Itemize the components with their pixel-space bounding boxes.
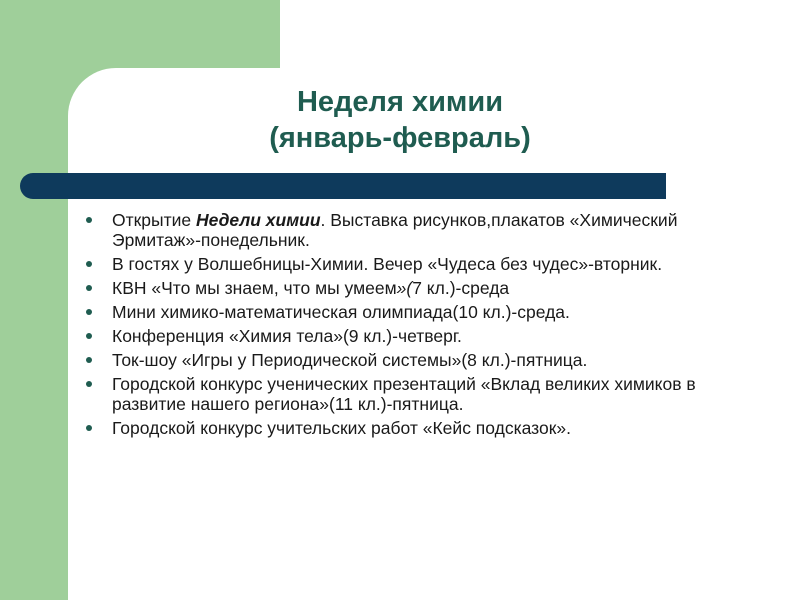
bullet-text: В гостях у Волшебницы-Химии. Вечер «Чудеса без чудес»-вторник. bbox=[112, 254, 663, 274]
list-item bbox=[86, 210, 736, 250]
list-item bbox=[86, 278, 736, 298]
bullet-text: Городской конкурс ученических презентаций «Вклад великих химиков в развитие нашего региона»(11 кл.)-пятница. bbox=[112, 374, 696, 414]
bullet-icon bbox=[86, 261, 92, 267]
bullet-italic: »( bbox=[396, 278, 413, 298]
bullet-icon bbox=[86, 217, 92, 223]
list-item bbox=[86, 254, 736, 274]
list-item bbox=[86, 374, 736, 414]
list-item bbox=[86, 418, 736, 438]
bullet-emphasis: Недели химии bbox=[195, 210, 321, 230]
bullet-text: Конференция «Химия тела»(9 кл.)-четверг. bbox=[112, 326, 462, 346]
bullet-icon bbox=[86, 425, 92, 431]
bullet-text: Ток-шоу «Игры у Периодической системы»(8 кл.)-пятница. bbox=[112, 350, 588, 370]
bullet-icon bbox=[86, 285, 92, 291]
bullet-text: Городской конкурс учительских работ «Кейс подсказок». bbox=[112, 418, 571, 438]
bullet-list bbox=[86, 210, 736, 442]
title-line-2: (январь-февраль) bbox=[269, 122, 531, 154]
bullet-icon bbox=[86, 309, 92, 315]
list-item bbox=[86, 326, 736, 346]
title-line-1: Неделя химии bbox=[296, 86, 504, 118]
bullet-icon bbox=[86, 333, 92, 339]
bullet-text: КВН «Что мы знаем, что мы умеем bbox=[112, 278, 397, 298]
slide-title bbox=[68, 84, 732, 156]
bullet-text: Мини химико-математическая олимпиада(10 кл.)-среда. bbox=[112, 302, 570, 322]
bullet-text: Открытие bbox=[112, 210, 196, 230]
bullet-text: . Выставка рисунков,плакатов «Химический Эрмитаж»-понедельник. bbox=[112, 210, 678, 250]
divider-bar bbox=[20, 173, 666, 199]
list-item bbox=[86, 302, 736, 322]
bullet-text: 7 кл.)-среда bbox=[412, 278, 510, 298]
bullet-icon bbox=[86, 381, 92, 387]
list-item bbox=[86, 350, 736, 370]
bullet-icon bbox=[86, 357, 92, 363]
